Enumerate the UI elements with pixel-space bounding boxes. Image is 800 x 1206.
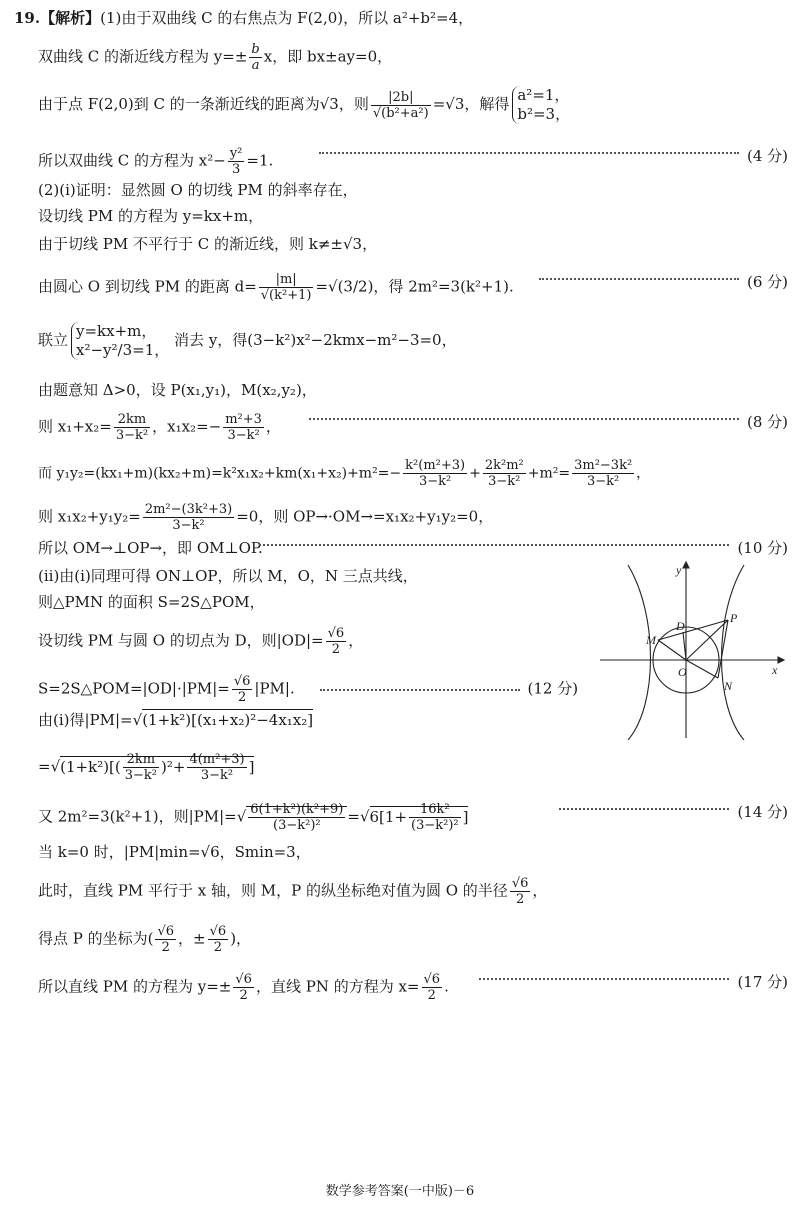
line-20: =√(1+k²)[( $\frac{2km}{\text{3−k²}}$ )²+ $\frac{\text{4(m²+3)}}{\text{3−k²}}$ ] xyxy=(38,752,255,783)
analysis-tag: 【解析】 xyxy=(40,9,101,27)
line-4: 所以双曲线 C 的方程为 x²− $\frac{\text{y²}}{3}$ =1. xyxy=(38,146,274,177)
fraction: $\frac{√6}{2}$ xyxy=(511,876,529,907)
line-9: 联立 y=kx+m， x²−y²/3=1， 消去 y，得(3−k²)x²−2kmx−m²−3=0， xyxy=(38,322,457,359)
line-5: (2)(ⅰ)证明：显然圆 O 的切线 PM 的斜率存在， xyxy=(38,181,358,199)
line-14: 所以 OM→⊥OP→，即 OM⊥OP. xyxy=(38,539,263,557)
fraction: $\frac{\text{6(1+k²)(k²+9)}}{\text{(3−k²)²}}$ xyxy=(250,802,344,833)
fraction: $\frac{√6}{2}$ xyxy=(157,924,175,955)
equation-system: y=kx+m， x²−y²/3=1， xyxy=(71,322,169,360)
fraction: $\frac{√6}{2}$ xyxy=(327,626,345,657)
fraction: $\frac{2km}{\text{3−k²}}$ xyxy=(115,412,149,443)
fraction: $\frac{√6}{2}$ xyxy=(423,972,441,1003)
page-footer: 数学参考答案(一中版)－6 xyxy=(325,1184,475,1199)
fraction: $\frac{\text{2k²m²}}{\text{3−k²}}$ xyxy=(484,458,524,489)
fraction: $\frac{√6}{2}$ xyxy=(235,972,252,1003)
point-d-label: D xyxy=(676,619,685,633)
y-axis-label: y xyxy=(676,563,682,577)
point-n-label: N xyxy=(724,679,733,693)
score-4: (4 分) xyxy=(319,146,788,166)
line-6: 设切线 PM 的方程为 y=kx+m， xyxy=(38,207,264,225)
line-2: 双曲线 C 的渐近线方程为 y=± $\frac{b}{a}$ x，即 bx±ay=0， xyxy=(38,42,393,73)
fraction: $\frac{\text{3m²−3k²}}{\text{3−k²}}$ xyxy=(574,458,633,489)
fraction: $\frac{|2b|}{\text{√(b²+a²)}}$ xyxy=(372,89,429,121)
score-14: (14 分) xyxy=(559,802,788,822)
line-18: S=2S△POM=|OD|·|PM|= $\frac{√6}{2}$ |PM|. (12 分) xyxy=(38,674,579,705)
line-17: 设切线 PM 与圆 O 的切点为 D，则|OD|= $\frac{√6}{2}$ ， xyxy=(38,626,364,657)
y-axis-arrow xyxy=(683,562,689,568)
x-axis-arrow xyxy=(778,657,784,663)
hyperbola-right-branch xyxy=(722,565,745,740)
line-19: 由(ⅰ)得|PM|=√(1+k²)[(x₁+x₂)²−4x₁x₂] xyxy=(38,711,314,729)
line-25: 所以直线 PM 的方程为 y=± $\frac{√6}{2}$ ，直线 PN 的方程为 x= $\frac{√6}{2}$ . xyxy=(38,972,449,1003)
line-11: 则 x₁+x₂= $\frac{2km}{\text{3−k²}}$ ，x₁x₂=− $\frac{\text{m²+3}}{\text{3−k²}}$ ， xyxy=(38,412,281,443)
hyperbola-left-branch xyxy=(628,565,651,740)
fraction: $\frac{√6}{2}$ xyxy=(233,674,251,705)
line-13: 则 x₁x₂+y₁y₂= $\frac{\text{2m²−(3k²+3)}}{\text{3−k²}}$ =0，则 OP→·OM→=x₁x₂+y₁y₂=0， xyxy=(38,502,494,533)
fraction: $\frac{\text{4(m²+3)}}{\text{3−k²}}$ xyxy=(189,752,245,783)
question-number: 19. xyxy=(14,9,41,27)
fraction: $\frac{\text{m²+3}}{\text{3−k²}}$ xyxy=(225,412,262,443)
line-3: 由于点 F(2,0)到 C 的一条渐近线的距离为√3，则 $\frac{|2b|}{\text{√(b²+a²)}}$ =√3，解得 a²=1， b²=3， xyxy=(38,86,571,123)
fraction: $\frac{2km}{\text{3−k²}}$ xyxy=(124,752,158,783)
hyperbola-figure xyxy=(600,560,790,740)
fraction: $\frac{\text{16k²}}{\text{(3−k²)²}}$ xyxy=(411,802,459,833)
line-8: 由圆心 O 到切线 PM 的距离 d= $\frac{|m|}{\text{√(k²+1)}}$ =√(3/2)，得 2m²=3(k²+1). xyxy=(38,272,514,303)
line-21: 又 2m²=3(k²+1)，则|PM|=√ $\frac{\text{6(1+k²)(k²+9)}}{\text{(3−k²)²}}$ =√6[1+ $\frac{\text{16k²}}{\text{(3−k²)²}}$ ] xyxy=(38,802,469,833)
score-10: (10 分) xyxy=(259,538,788,558)
x-axis-label: x xyxy=(772,663,778,677)
point-o-label: O xyxy=(678,665,687,679)
score-12: (12 分) xyxy=(527,679,579,698)
line-1: (1)由于双曲线 C 的右焦点为 F(2,0)，所以 a²+b²=4， xyxy=(100,9,474,27)
fraction: $\frac{\text{k²(m²+3)}}{\text{3−k²}}$ xyxy=(405,458,466,489)
fraction: $\frac{\text{2m²−(3k²+3)}}{\text{3−k²}}$ xyxy=(144,502,233,533)
line-15: (ⅱ)由(ⅰ)同理可得 ON⊥OP，所以 M，O，N 三点共线， xyxy=(38,567,418,585)
fraction: $\frac{√6}{2}$ xyxy=(209,924,227,955)
segment-om xyxy=(658,640,686,660)
score-6: (6 分) xyxy=(539,272,788,292)
point-m-label: M xyxy=(646,633,656,647)
line-7: 由于切线 PM 不平行于 C 的渐近线，则 k≠±√3， xyxy=(38,235,378,253)
fraction: $\frac{\text{y²}}{3}$ xyxy=(229,146,243,177)
equation-system: a²=1， b²=3， xyxy=(512,86,570,124)
answer-header xyxy=(14,8,473,28)
point-p-label: P xyxy=(730,611,738,625)
segment-on xyxy=(686,660,718,678)
line-23: 此时，直线 PM 平行于 x 轴，则 M，P 的纵坐标绝对值为圆 O 的半径 $\frac{√6}{2}$ ， xyxy=(38,876,548,907)
line-16: 则△PMN 的面积 S=2S△POM， xyxy=(38,593,265,611)
score-17: (17 分) xyxy=(479,972,788,992)
line-24: 得点 P 的坐标为( $\frac{√6}{2}$ ，± $\frac{√6}{2}$ )， xyxy=(38,924,252,955)
fraction: $\frac{b}{a}$ xyxy=(251,42,260,73)
score-8: (8 分) xyxy=(309,412,788,432)
line-12: 而 y₁y₂=(kx₁+m)(kx₂+m)=k²x₁x₂+km(x₁+x₂)+m²=− $\frac{\text{k²(m²+3)}}{\text{3−k²}}$ + $\frac{\text{2k²m²}}{\text{3−k²}}$ +m²= $\frac{\text{3m²−3k²}}{\text{3−k²}}$ ， xyxy=(38,458,651,489)
fraction: $\frac{|m|}{\text{√(k²+1)}}$ xyxy=(260,272,312,303)
line-22: 当 k=0 时，|PM|min=√6，Smin=3， xyxy=(38,843,311,861)
line-10: 由题意知 Δ>0，设 P(x₁,y₁)，M(x₂,y₂)， xyxy=(38,381,317,399)
